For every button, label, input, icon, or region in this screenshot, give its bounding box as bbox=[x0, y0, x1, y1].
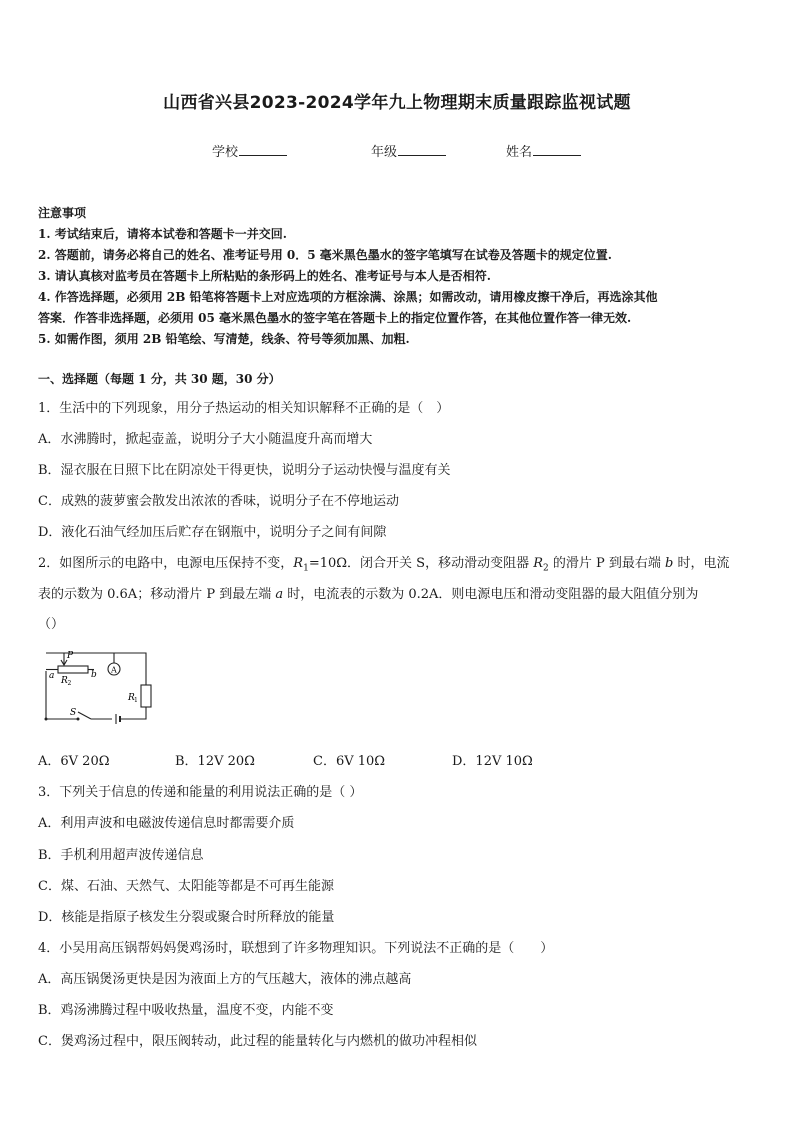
r1-resistor bbox=[141, 685, 151, 707]
notice-item: 答案．作答非选择题，必须用 05 毫米黑色墨水的签字笔在答题卡上的指定位置作答，在其他位置作答一律无效. bbox=[38, 311, 632, 325]
grade-blank[interactable] bbox=[398, 143, 446, 156]
q2-option-b[interactable]: B．12V 20Ω bbox=[175, 754, 255, 769]
q2-text: 的滑片 P 到最右端 bbox=[548, 556, 666, 571]
notice-heading: 注意事项 bbox=[38, 206, 87, 220]
notice-item: 5. 如需作图，须用 2B 铅笔绘、写清楚，线条、符号等须加黑、加粗. bbox=[38, 332, 410, 346]
notice-item: 3. 请认真核对监考员在答题卡上所粘贴的条形码上的姓名、准考证号与本人是否相符. bbox=[38, 269, 491, 283]
grade-label: 年级 bbox=[371, 145, 398, 160]
r2-subscript: 2 bbox=[543, 563, 549, 574]
q2-text: 表的示数为 0.6A；移动滑片 P 到最左端 bbox=[38, 587, 276, 602]
switch-contact bbox=[77, 718, 80, 721]
circuit-wire-right-bottom bbox=[120, 707, 146, 719]
r2-label: R bbox=[61, 676, 68, 686]
q2-option-c[interactable]: C．6V 10Ω bbox=[313, 754, 386, 769]
circuit-diagram bbox=[36, 645, 156, 727]
school-blank[interactable] bbox=[239, 143, 287, 156]
name-field[interactable] bbox=[506, 141, 581, 160]
q1-option-d[interactable]: D．液化石油气经加压后贮存在钢瓶中，说明分子之间有间隙 bbox=[38, 525, 387, 540]
slider-p-label: P bbox=[67, 651, 74, 661]
section-heading: 一、选择题（每题 1 分，共 30 题，30 分） bbox=[38, 372, 281, 386]
question-1-stem: 1．生活中的下列现象，用分子热运动的相关知识解释不正确的是（ ） bbox=[38, 401, 450, 416]
q3-option-d[interactable]: D．核能是指原子核发生分裂或聚合时所释放的能量 bbox=[38, 910, 335, 925]
q1-option-c[interactable]: C．成熟的菠萝蜜会散发出浓浓的香味，说明分子在不停地运动 bbox=[38, 494, 399, 509]
question-2-line-2 bbox=[38, 583, 698, 602]
q2-text: 2．如图所示的电路中，电源电压保持不变， bbox=[38, 556, 294, 571]
q2-text: =10Ω．闭合开关 S，移动滑动变阻器 bbox=[308, 556, 534, 571]
rheostat-a-label: a bbox=[49, 671, 55, 681]
q2-option-a[interactable]: A．6V 20Ω bbox=[38, 754, 110, 769]
ammeter-label: A bbox=[111, 665, 117, 675]
end-b-symbol: b bbox=[665, 556, 674, 571]
q3-option-a[interactable]: A．利用声波和电磁波传递信息时都需要介质 bbox=[38, 816, 295, 831]
r1-label-sub: 1 bbox=[134, 697, 138, 704]
q4-option-a[interactable]: A．高压锅煲汤更快是因为液面上方的气压越大，液体的沸点越高 bbox=[38, 972, 412, 987]
notice-item: 1. 考试结束后，请将本试卷和答题卡一并交回. bbox=[38, 227, 287, 241]
r2-label-sub: 2 bbox=[67, 680, 72, 687]
end-a-symbol: a bbox=[275, 587, 284, 602]
question-2-line-3: （） bbox=[38, 617, 65, 632]
question-2-line-1 bbox=[38, 552, 729, 574]
name-blank[interactable] bbox=[533, 143, 581, 156]
r1-symbol: R bbox=[293, 556, 304, 571]
page-title: 山西省兴县2023-2024学年九上物理期末质量跟踪监视试题 bbox=[163, 93, 631, 113]
switch-blade bbox=[78, 712, 91, 719]
q2-text: 时，电流表的示数为 0.2A．则电源电压和滑动变阻器的最大阻值分别为 bbox=[283, 587, 699, 602]
q3-option-c[interactable]: C．煤、石油、天然气、太阳能等都是不可再生能源 bbox=[38, 879, 334, 894]
notice-item: 4. 作答选择题，必须用 2B 铅笔将答题卡上对应选项的方框涂满、涂黑；如需改动，请用橡皮擦干净后，再选涂其他 bbox=[38, 290, 658, 304]
q2-text: 时，电流 bbox=[673, 556, 730, 571]
question-4-stem: 4．小吴用高压锅帮妈妈煲鸡汤时，联想到了许多物理知识。下列说法不正确的是（ ） bbox=[38, 941, 554, 956]
r1-subscript: 1 bbox=[303, 563, 309, 574]
school-label: 学校 bbox=[212, 145, 239, 160]
rheostat-b-label: b bbox=[91, 670, 97, 680]
r2-symbol: R bbox=[533, 556, 543, 571]
q1-option-a[interactable]: A．水沸腾时，掀起壶盖，说明分子大小随温度升高而增大 bbox=[38, 432, 373, 447]
grade-field[interactable] bbox=[371, 141, 446, 160]
q3-option-b[interactable]: B．手机利用超声波传递信息 bbox=[38, 848, 204, 863]
school-field[interactable] bbox=[212, 141, 287, 160]
q4-option-c[interactable]: C．煲鸡汤过程中，限压阀转动，此过程的能量转化与内燃机的做功冲程相似 bbox=[38, 1034, 477, 1049]
r1-label: R bbox=[128, 693, 135, 703]
junction-dot bbox=[45, 718, 48, 721]
q1-option-b[interactable]: B．湿衣服在日照下比在阴凉处干得更快，说明分子运动快慢与温度有关 bbox=[38, 463, 451, 478]
q2-option-d[interactable]: D．12V 10Ω bbox=[452, 754, 533, 769]
switch-s-label: S bbox=[70, 708, 77, 718]
name-label: 姓名 bbox=[506, 145, 533, 160]
r2-rheostat bbox=[58, 666, 88, 673]
notice-item: 2. 答题前，请务必将自己的姓名、准考证号用 0．5 毫米黑色墨水的签字笔填写在试卷及答题卡的规定位置. bbox=[38, 248, 612, 262]
q4-option-b[interactable]: B．鸡汤沸腾过程中吸收热量，温度不变，内能不变 bbox=[38, 1003, 334, 1018]
question-3-stem: 3．下列关于信息的传递和能量的利用说法正确的是（ ） bbox=[38, 785, 363, 800]
